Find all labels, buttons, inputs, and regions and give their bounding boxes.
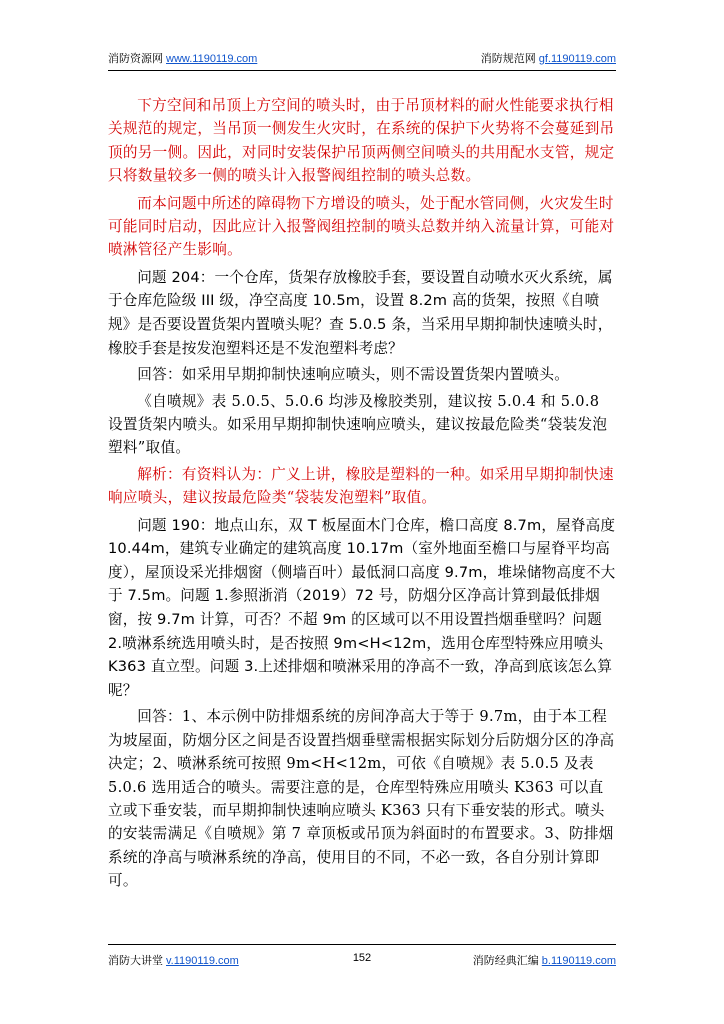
paragraph-analysis-obstacle: 而本问题中所述的障碍物下方增设的喷头，处于配水管同侧，火灾发生时可能同时启动，因此应计入报警阀组控制的喷头总数并纳入流量计算，可能对喷淋管径产生影响。	[108, 194, 615, 259]
answer-204: 回答：如采用早期抑制快速响应喷头，则不需设置货架内置喷头。	[137, 366, 570, 384]
answer-190: 回答：1、本示例中防排烟系统的房间净高大于等于 9.7m，由于本工程为坡屋面，防烟分区之间是否设置挡烟垂壁需根据实际划分后防烟分区的净高决定；2、喷淋系统可按照 9m<H<12m，可依《自喷规》表 5.0.5 及表 5.0.6 选用适合的喷头。需要注意的是，仓库型特殊应用喷头 K363 可以直立或下垂安装，而早期抑制快速响应喷头 K363 只有下垂安装的形式。喷头的安装需满足《自喷规》第 7 章顶板或吊顶为斜面时的布置要求。3、防排烟系统的净高与喷淋系统的净高，使用目的不同，不必一致，各自分别计算即可。	[108, 708, 615, 890]
footer-left-label: 消防大讲堂	[108, 955, 163, 967]
header-left-label: 消防资源网	[108, 53, 163, 65]
header-right	[481, 50, 616, 66]
footer-left-link[interactable]: v.1190119.com	[166, 955, 239, 967]
footer-right	[473, 952, 616, 968]
page-footer	[108, 944, 616, 972]
header-right-link[interactable]: gf.1190119.com	[538, 53, 616, 65]
header-left	[108, 50, 257, 66]
footer-right-link[interactable]: b.1190119.com	[541, 955, 616, 967]
page-body	[108, 94, 616, 893]
analysis-204: 解析：有资料认为：广义上讲，橡胶是塑料的一种。如采用早期抑制快速响应喷头，建议按最危险类“袋装发泡塑料”取值。	[108, 465, 614, 507]
page-number: 152	[352, 952, 372, 964]
paragraph-continuation: 下方空间和吊顶上方空间的喷头时，由于吊顶材料的耐火性能要求执行相关规范的规定，当吊顶一侧发生火灾时，在系统的保护下火势将不会蔓延到吊顶的另一侧。因此，对同时安装保护吊顶两侧空间喷头的共用配水支管，规定只将数量较多一侧的喷头计入报警阀组控制的喷头总数。	[108, 97, 615, 185]
answer-204-detail: 《自喷规》表 5.0.5、5.0.6 均涉及橡胶类别，建议按 5.0.4 和 5.0.8 设置货架内喷头。如采用早期抑制快速响应喷头，建议按最危险类“袋装发泡塑料”取值。	[108, 392, 608, 457]
question-204: 问题 204：一个仓库，货架存放橡胶手套，要设置自动喷水灭火系统，属于仓库危险级 III 级，净空高度 10.5m，设置 8.2m 高的货架，按照《自喷规》是否要设置货架内置喷头呢？查 5.0.5 条，当采用早期抑制快速喷头时，橡胶手套是按发泡塑料还是不发泡塑料考虑？	[108, 268, 613, 357]
question-190: 问题 190：地点山东，双 T 板屋面木门仓库，檐口高度 8.7m，屋脊高度 10.44m，建筑专业确定的建筑高度 10.17m（室外地面至檐口与屋脊平均高度），屋顶设采光排烟窗（侧墙百叶）最低洞口高度 9.7m，堆垛储物高度不大于 7.5m。问题 1.参照浙消（2019）72 号，防烟分区净高计算到最低排烟窗，按 9.7m 计算，可否？不超 9m 的区域可以不用设置挡烟垂壁吗？问题 2.喷淋系统选用喷头时，是否按照 9m<H<12m，选用仓库型特殊应用喷头 K363 直立型。问题 3.上述排烟和喷淋采用的净高不一致，净高到底该怎么算呢？	[108, 516, 616, 699]
header-right-label: 消防规范网	[480, 53, 536, 65]
footer-right-label: 消防经典汇编	[472, 955, 539, 967]
page-header	[108, 50, 616, 71]
header-left-link[interactable]: www.1190119.com	[166, 53, 258, 65]
